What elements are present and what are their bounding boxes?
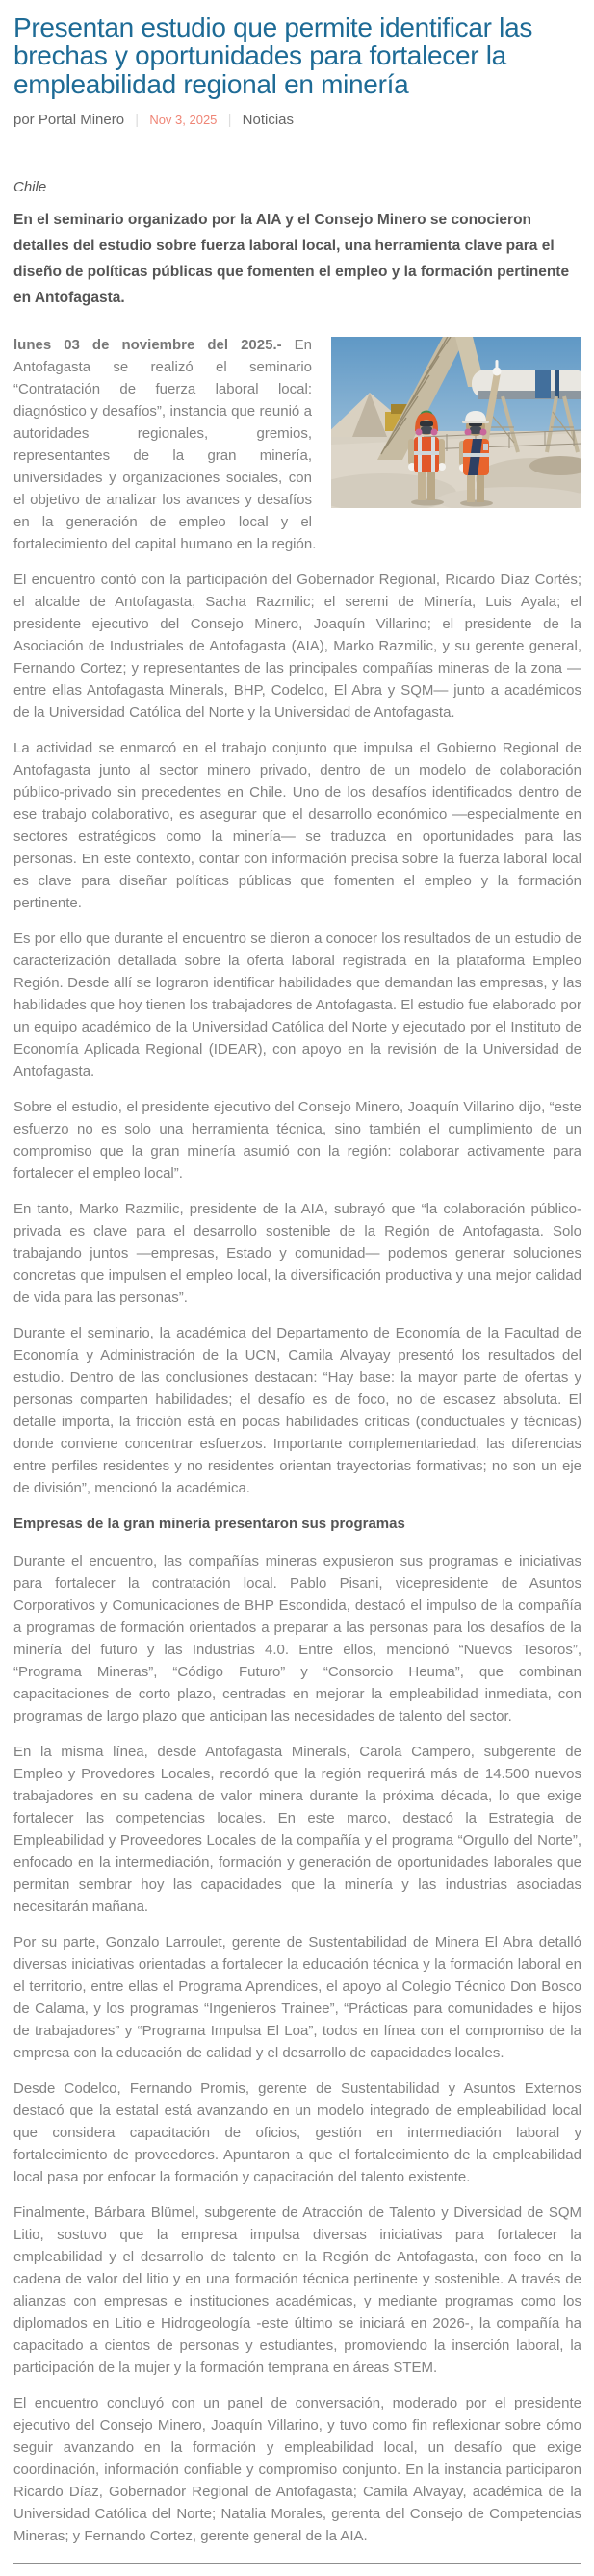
lead-text: En Antofagasta se realizó el seminario “Contratación de fuerza laboral local: diagnóstico y desafíos”, instancia que reunió a autoridades regionales, gremios, representantes de la gran minería, universidades y organizaciones sociales, con el objetivo de analizar los avances y desafíos en la generación de empleo local y el fortalecimiento del capital humano en la región. bbox=[13, 337, 317, 553]
author-link[interactable]: Portal Minero bbox=[38, 112, 125, 129]
section-subheading: Empresas de la gran minería presentaron sus programas bbox=[13, 1516, 405, 1533]
paragraph: Durante el encuentro, las compañías mineras expusieron sus programas e iniciativas para fortalecer la contratación local. Pablo Pisani, vicepresidente de Asuntos Corporativos y Comunicaciones de BHP Escondida, destacó el impulso de la compañía a programas de formación orientados a preparar a las personas para los desafíos de la minería del futuro y las Industrias 4.0. Entre ellos, mencionó “Nuevos Tesoros”, “Programa Mineras”, “Código Futuro” y “Consorcio Heuma”, que combinan capacitaciones de corto plazo, centradas en mejorar la empleabilidad inmediata, con programas de largo plazo que anticipan las necesidades de talento del sector. bbox=[13, 1553, 581, 1725]
category-link[interactable]: Noticias bbox=[242, 112, 295, 129]
news-article bbox=[13, 0, 581, 2564]
paragraph-lead bbox=[13, 334, 581, 555]
page-title: Presentan estudio que permite identificar las brechas y oportunidades para fortalecer la empleabilidad regional en minería bbox=[13, 13, 533, 99]
mining-workers-photo bbox=[331, 337, 581, 508]
paragraph: Es por ello que durante el encuentro se dieron a conocer los resultados de un estudio de caracterización detallada sobre la oferta laboral registrada en la plataforma Empleo Región. Desde allí se lograron identificar habilidades que demandan las empresas, y las habilidades que hoy tienen los trabajadores de Antofagasta. El estudio fue elaborado por un equipo académico de la Universidad Católica del Norte y ejecutado por el Instituto de Economía Aplicada Regional (IDEAR), con apoyo en la revisión de la Universidad de Antofagasta. bbox=[13, 931, 581, 1081]
paragraph: Sobre el estudio, el presidente ejecutivo del Consejo Minero, Joaquín Villarino dijo, “este esfuerzo no es solo una herramienta técnica, sino también el cumplimiento de un compromiso que la gran minería asumió con la región: colaborar activamente para fortalecer el empleo local”. bbox=[13, 1099, 581, 1183]
paragraph: Desde Codelco, Fernando Promis, gerente de Sustentabilidad y Asuntos Externos destacó que la estatal está avanzando en un modelo integrado de empleabilidad local que considera capacitación de oficios, gestión en intermediación laboral y fortalecimiento de proveedores. Apuntaron a que el fortalecimiento de la empleabilidad local pasa por enfocar la formación y capacitación del talento existente. bbox=[13, 2080, 581, 2186]
paragraph: El encuentro concluyó con un panel de conversación, moderado por el presidente ejecutivo del Consejo Minero, Joaquín Villarino, y tuvo como fin reflexionar sobre cómo seguir avanzando en la formación y empleabilidad local, un desafío que exige coordinación, información confiable y compromiso conjunto. En la instancia participaron Ricardo Díaz, Gobernador Regional de Antofagasta; Camila Alvayay, académica de la Universidad Católica del Norte; Natalia Morales, gerenta del Consejo de Competencias Mineras; y Fernando Cortez, gerente general de la AIA. bbox=[13, 2395, 581, 2545]
article-photo bbox=[331, 337, 581, 508]
paragraph: En tanto, Marko Razmilic, presidente de la AIA, subrayó que “la colaboración público-privada es clave para el desarrollo sostenible de la Región de Antofagasta. Solo trabajando juntos —empresas, Estado y comunidad— podemos generar soluciones concretas que impulsen el empleo local, la diversificación productiva y una mejor calidad de vida para las personas”. bbox=[13, 1201, 581, 1307]
byline-separator: | bbox=[227, 112, 232, 129]
paragraph: El encuentro contó con la participación del Gobernador Regional, Ricardo Díaz Cortés; el alcalde de Antofagasta, Sacha Razmilic; el seremi de Minería, Luis Ayala; el presidente ejecutivo del Consejo Minero, Joaquín Villarino; el presidente de la Asociación de Industriales de Antofagasta (AIA), Marko Razmilic, y su gerente general, Fernando Cortez; y representantes de las principales compañías mineras de la zona —entre ellas Antofagasta Minerals, BHP, Codelco, El Abra y SQM— junto a académicos de la Universidad Católica del Norte y la Universidad de Antofagasta. bbox=[13, 572, 581, 722]
paragraph: En la misma línea, desde Antofagasta Minerals, Carola Campero, subgerente de Empleo y Provedores Locales, recordó que la región requerirá más de 14.500 nuevos trabajadores en su cadena de valor minera durante la próxima década, lo que exige fortalecer las competencias locales. En este marco, destacó la Estrategia de Empleabilidad y Proveedores Locales de la compañía y el programa “Orgullo del Norte”, enfocado en la intermediación, formación y generación de oportunidades laborales que permitan sembrar hoy las capacidades que la minería y las industrias asociadas necesitarán mañana. bbox=[13, 1744, 581, 1916]
paragraph: Durante el seminario, la académica del Departamento de Economía de la Facultad de Economía y Administración de la UCN, Camila Alvayay presentó los resultados del estudio. Dentro de las conclusiones destacan: “Hay base: la mayor parte de ofertas y personas comparten habilidades; el desafío es de foco, no de escasez absoluta. El detalle importa, la fricción está en pocas habilidades críticas (conductuales y técnicas) donde conviene concentrar esfuerzos. Importante complementariedad, las diferencias entre perfiles residentes y no residentes orientan trayectorias formativas; no son un eje de división”, mencionó la académica. bbox=[13, 1325, 581, 1497]
paragraph: Finalmente, Bárbara Blümel, subgerente de Atracción de Talento y Diversidad de SQM Litio, sostuvo que la empresa impulsa diversas iniciativas para fortalecer la empleabilidad y el desarrollo de talento en la Región de Antofagasta, con foco en la cadena de valor del litio y en una formación técnica pertinente y sostenible. A través de alianzas con empresas e instituciones académicas, y mediante programas como los diplomados en Litio e Hidrogeología -este último se iniciará en 2026-, la compañía ha capacitado a cientos de personas y estudiantes, promoviendo la inserción laboral, la participación de la mujer y la formación temprana en áreas STEM. bbox=[13, 2205, 581, 2377]
publish-date: Nov 3, 2025 bbox=[149, 113, 218, 128]
paragraph: Por su parte, Gonzalo Larroulet, gerente de Sustentabilidad de Minera El Abra detalló diversas iniciativas orientadas a fortalecer la educación técnica y la formación laboral en el territorio, entre ellas el Programa Aprendices, el apoyo al Colegio Técnico Don Bosco de Calama, y los programas “Ingenieros Trainee”, “Prácticas para comunidades e hijos de trabajadores” y “Programa Impulsa El Loa”, todos en línea con el compromiso de la empresa con la educación de calidad y el desarrollo de capacidades locales. bbox=[13, 1934, 581, 2062]
byline-prefix: por bbox=[13, 112, 35, 129]
divider bbox=[13, 2563, 581, 2564]
paragraph: La actividad se enmarcó en el trabajo conjunto que impulsa el Gobierno Regional de Antofagasta junto al sector minero privado, dentro de un modelo de colaboración público-privado sin precedentes en Chile. Uno de los desafíos identificados dentro de ese trabajo colaborativo, es asegurar que el desarrollo económico —especialmente en sectores estratégicos como la minería— se traduzca en oportunidades para las personas. En este contexto, contar con información precisa sobre la fuerza laboral local es clave para diseñar políticas públicas que fomenten el empleo y la formación pertinente. bbox=[13, 740, 581, 912]
article-excerpt: En el seminario organizado por la AIA y el Consejo Minero se conocieron detalles del estudio sobre fuerza laboral local, una herramienta clave para el diseño de políticas públicas que fomenten el empleo y la formación pertinente en Antofagasta. bbox=[13, 212, 570, 307]
byline-separator: | bbox=[135, 112, 140, 129]
byline bbox=[13, 111, 581, 130]
country-label: Chile bbox=[13, 179, 47, 196]
date-lead: lunes 03 de noviembre del 2025.- bbox=[13, 337, 282, 354]
